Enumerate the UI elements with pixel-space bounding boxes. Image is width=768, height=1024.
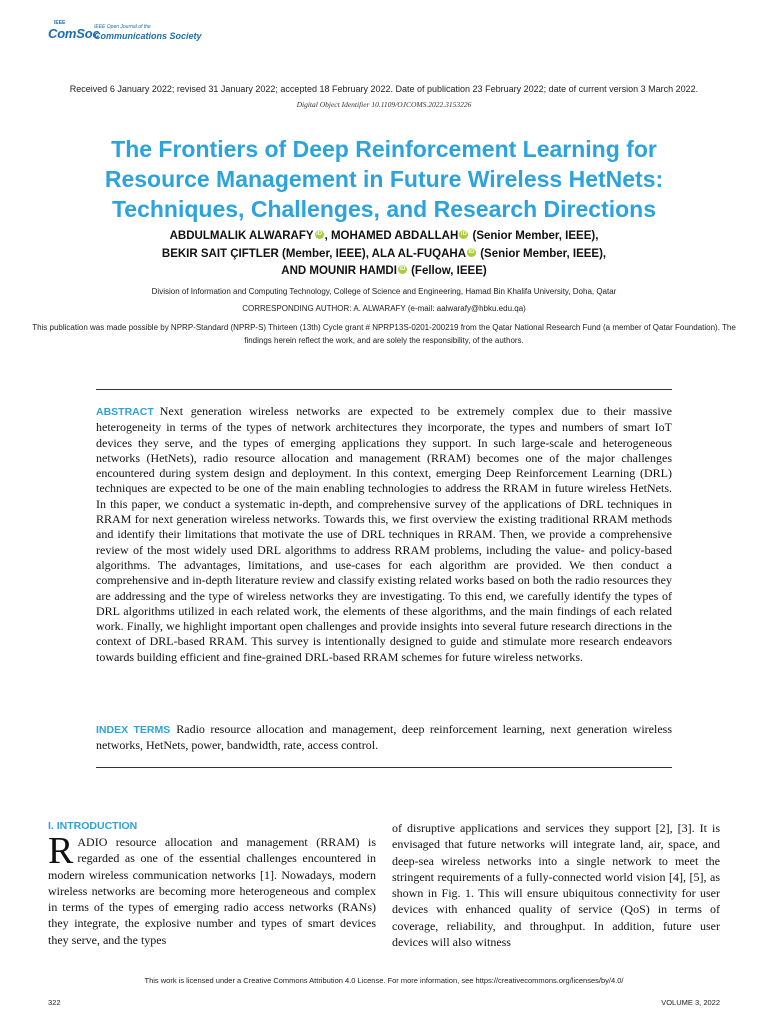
orcid-icon[interactable]: iD (468, 248, 475, 255)
body-column-right (392, 820, 720, 950)
index-terms-label: INDEX TERMS (96, 724, 171, 736)
section-heading: I. INTRODUCTION (48, 820, 138, 832)
logo-ieee-text: IEEE (54, 20, 66, 26)
author-role: (Senior Member, IEEE), (469, 230, 599, 242)
author-line-3 (40, 263, 728, 281)
abstract-text: Next generation wireless networks are expected to be extremely complex due to their massive heterogeneity in terms of the types of network architectures they incorporate, the types and numbers of smart IoT devices they serve, and the types of emerging applications they support. In such large-scale and heterogeneous networks (HetNets), radio resource allocation and management (RRAM) becomes one of the major challenges encountered during system design and deployment. In this context, emerging Deep Reinforcement Learning (DRL) techniques are expected to be one of the main enabling technologies to address the RRAM in future wireless HetNets. In this paper, we conduct a systematic in-depth, and comprehensive survey of the applications of DRL techniques in RRAM for next generation wireless networks. Towards this, we first overview the existing traditional RRAM methods and identify their limitations that motivate the use of DRL techniques in RRAM. Then, we provide a comprehensive review of the most widely used DRL algorithms to address RRAM problems, including the value- and policy-based algorithms. The advantages, limitations, and use-cases for each algorithm are provided. We then conduct a comprehensive and in-depth literature review and classify existing related works based on both the radio resources they are addressing and the type of wireless networks they are investigating. To this end, we carefully identify the types of DRL algorithms utilized in each related work, the elements of these algorithms, and the main findings of each related work. Finally, we highlight important open challenges and provide insights into several future research directions in the context of DRL-based RRAM. This survey is intentionally designed to guide and stimulate more research endeavors towards building efficient and fine-grained DRL-based RRAM schemes for future wireless networks. (96, 404, 672, 664)
author-line-1 (40, 228, 728, 246)
title-line-3: Techniques, Challenges, and Research Directions (111, 196, 657, 222)
journal-logo (48, 20, 208, 46)
drop-cap: R (48, 830, 74, 872)
abstract (96, 404, 672, 665)
body-column-left (48, 820, 376, 948)
logo-comsoc-text: ComSoc (48, 26, 100, 41)
orcid-icon[interactable]: iD (316, 231, 323, 237)
author-role: (Fellow, IEEE) (407, 265, 487, 277)
index-terms-text: Radio resource allocation and management, deep reinforcement learning, next generation wireless networks, HetNets, power, bandwidth, rate, access control. (96, 722, 673, 753)
received-dates: Received 6 January 2022; revised 31 January 2022; accepted 18 February 2022. Date of publication 23 February 2022; date of current version 3 March 2022. (69, 84, 699, 94)
author-line-2 (40, 246, 728, 264)
index-terms (96, 722, 672, 754)
author-role: (Senior Member, IEEE), (477, 247, 607, 260)
author-list (40, 228, 728, 281)
doi: Digital Object Identifier 10.1109/OJCOMS.2022.3153226 (296, 100, 472, 109)
author-name: BEKIR SAIT ÇIFTLER (Member, IEEE), ALA AL-FUQAHA (161, 247, 467, 260)
intro-paragraph-left (48, 830, 376, 948)
intro-paragraph-right: of disruptive applications and services they support [2], [3]. It is envisaged that future networks will integrate land, air, space, and deep-sea wireless networks into a single network to meet the stringent requirements of a fully-connected world vision [4], [5], as shown in Fig. 1. This will ensure ubiquitous connectivity for user devices with enhanced quality of service (QoS) in terms of coverage, reliability, and throughput. In addition, future user devices will also witness (392, 821, 720, 950)
affiliation: Division of Information and Computing Technology, College of Science and Engineering, Hamad Bin Khalifa University, Doha, Qatar (151, 287, 617, 296)
author-name: , MOHAMED ABDALLAH (324, 230, 459, 242)
corresponding-author: CORRESPONDING AUTHOR: A. ALWARAFY (e-mail: aalwarafy@hbku.edu.qa) (242, 304, 526, 313)
volume-year: VOLUME 3, 2022 (661, 998, 720, 1007)
author-name: ABDULMALIK ALWARAFY (169, 230, 314, 242)
orcid-icon[interactable]: iD (399, 266, 406, 272)
abstract-top-divider (96, 389, 672, 390)
license-note[interactable]: This work is licensed under a Creative Commons Attribution 4.0 License. For more information, see https://creativecommons.org/licenses/by/4.0/ (144, 976, 624, 985)
abstract-label: ABSTRACT (96, 406, 154, 418)
paper-title (40, 134, 728, 224)
abstract-bottom-divider (96, 767, 672, 768)
funding-note: This publication was made possible by NPRP-Standard (NPRP-S) Thirteen (13th) Cycle grant # NPRP13S-0201-200219 from the Qatar National Research Fund (a member of Qatar Foundation). The findings herein reflect the work, and are solely the responsibility, of the authors. (32, 323, 736, 345)
journal-name-line1: IEEE Open Journal of the (94, 24, 151, 30)
page-number: 322 (48, 998, 61, 1007)
intro-text-left: ADIO resource allocation and management (RRAM) is regarded as one of the essential challenges encountered in modern wireless communication networks [1]. Nowadays, modern wireless networks are becoming more heterogeneous and complex in terms of the types of emerging radio access networks (RANs) they integrate, the explosive number and types of smart devices they serve, and the types (48, 835, 376, 947)
title-line-1: The Frontiers of Deep Reinforcement Learning for (111, 136, 657, 162)
orcid-icon[interactable]: iD (460, 231, 467, 237)
journal-name-line2: Communications Society (94, 31, 202, 41)
title-line-2: Resource Management in Future Wireless HetNets: (104, 166, 664, 192)
author-name: AND MOUNIR HAMDI (281, 265, 397, 277)
